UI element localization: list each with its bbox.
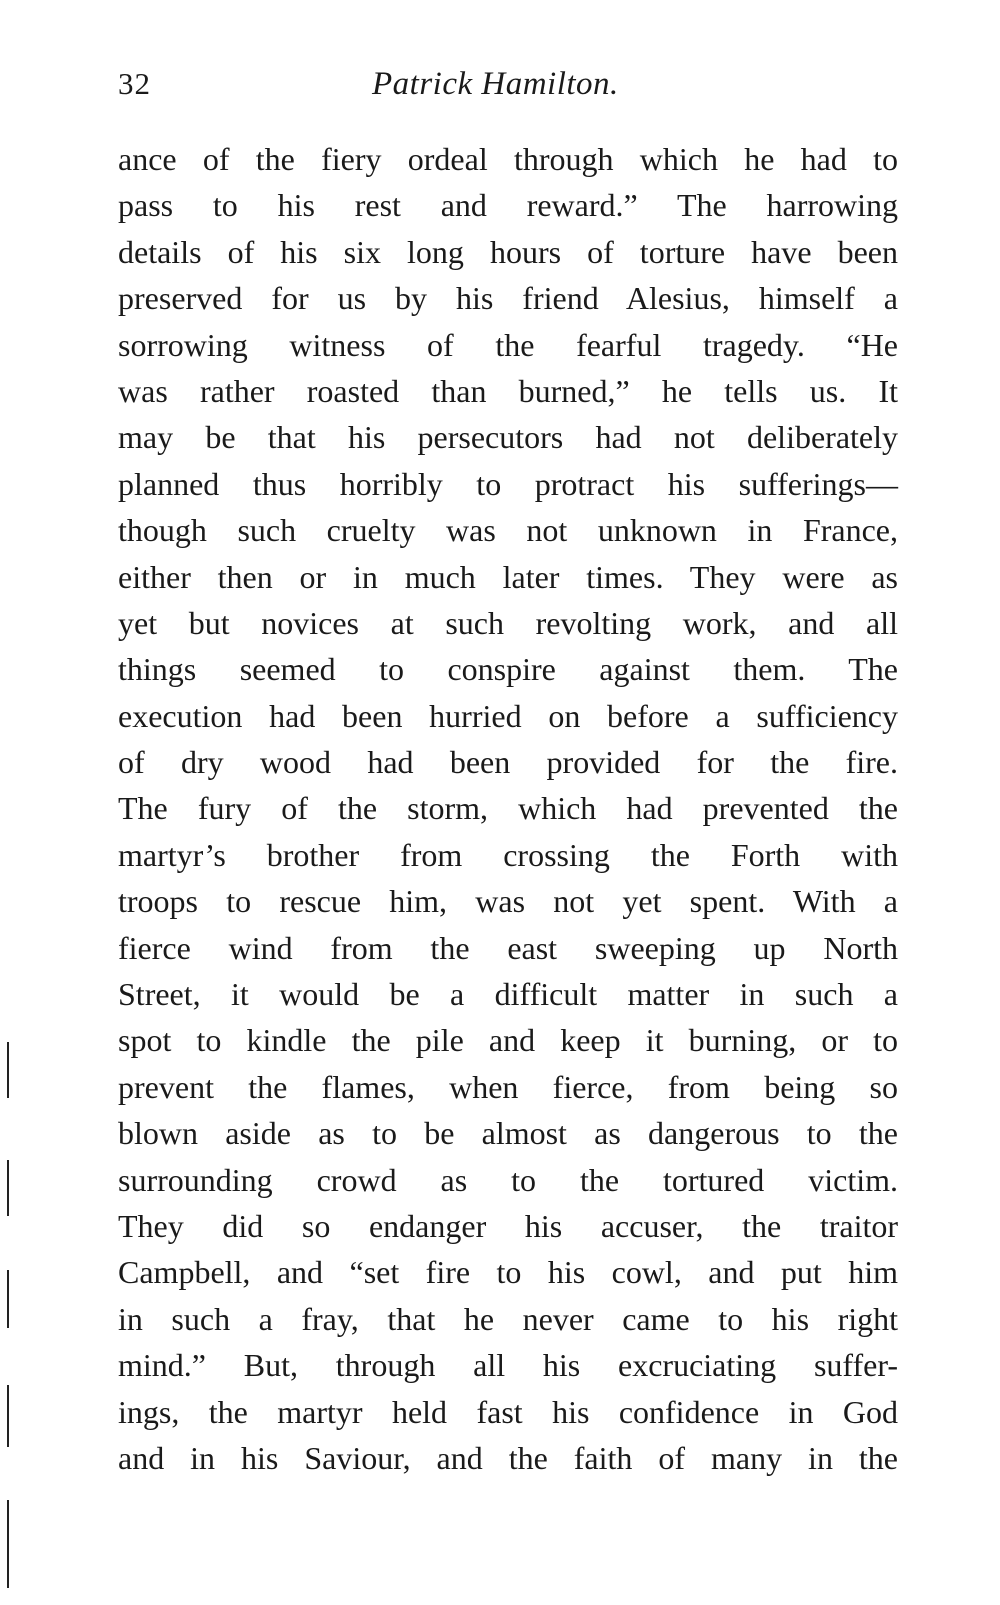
text-line: prevent the flames, when fierce, from being so (118, 1068, 898, 1105)
text-line: in such a fray, that he never came to his right (118, 1300, 898, 1337)
text-line: troops to rescue him, was not yet spent. With a (118, 883, 898, 920)
text-line: sorrowing witness of the fearful tragedy. “He (118, 326, 898, 363)
text-line: martyr’s brother from crossing the Forth with (118, 836, 898, 873)
text-line: ance of the fiery ordeal through which he had to (118, 141, 898, 177)
text-line: Street, it would be a difficult matter in such a (118, 976, 898, 1013)
text-line: yet but novices at such revolting work, and all (118, 604, 898, 641)
margin-mark (7, 1160, 9, 1216)
text-line: mind.” But, through all his excruciating suffer- (118, 1347, 898, 1384)
text-line: though such cruelty was not unknown in France, (118, 512, 898, 549)
margin-mark (7, 1500, 9, 1588)
text-line: preserved for us by his friend Alesius, himself a (118, 280, 898, 317)
text-line: was rather roasted than burned,” he tells us. It (118, 372, 898, 409)
margin-mark (7, 1042, 9, 1098)
text-line: of dry wood had been provided for the fire. (118, 744, 898, 781)
text-line: Campbell, and “set fire to his cowl, and put him (118, 1254, 898, 1291)
body-text (118, 136, 898, 1481)
text-line: planned thus horribly to protract his sufferings— (118, 465, 898, 502)
page-number: 32 (118, 66, 151, 101)
text-line: execution had been hurried on before a sufficiency (118, 697, 898, 734)
margin-mark (7, 1385, 9, 1447)
running-title: Patrick Hamilton. (372, 66, 619, 102)
text-line: surrounding crowd as to the tortured victim. (118, 1161, 898, 1198)
text-line: ings, the martyr held fast his confidence in God (118, 1393, 898, 1430)
text-line: spot to kindle the pile and keep it burning, or to (118, 1022, 898, 1059)
text-line: either then or in much later times. They were as (118, 558, 898, 595)
text-line: details of his six long hours of torture have been (118, 233, 898, 270)
text-line: blown aside as to be almost as dangerous to the (118, 1115, 898, 1152)
text-line: things seemed to conspire against them. The (118, 651, 898, 688)
text-line: and in his Saviour, and the faith of many in the (118, 1439, 898, 1476)
text-line: The fury of the storm, which had prevented the (118, 790, 898, 827)
text-line: pass to his rest and reward.” The harrowing (118, 187, 898, 224)
text-line: fierce wind from the east sweeping up North (118, 929, 898, 966)
text-line: They did so endanger his accuser, the traitor (118, 1207, 898, 1244)
text-line: may be that his persecutors had not deliberately (118, 419, 898, 456)
page-header (118, 66, 898, 116)
margin-mark (7, 1270, 9, 1328)
